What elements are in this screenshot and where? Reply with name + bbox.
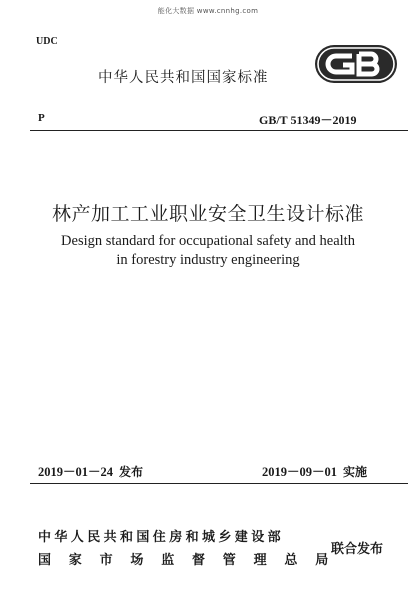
title-english (0, 232, 416, 270)
issuer-ministry: 中华人民共和国住房和城乡建设部 (38, 530, 285, 545)
bottom-divider (30, 483, 408, 484)
standard-type: 中华人民共和国国家标准 (98, 70, 269, 86)
standard-number: GB/T 51349－2019 (259, 113, 357, 127)
classification-label: P (38, 112, 45, 124)
watermark: 能化大数据 www.cnnhg.com (157, 7, 259, 15)
title-english-line-1: Design standard for occupational safety and health (61, 233, 355, 249)
implementation-label: 实施 (343, 465, 368, 479)
top-divider (30, 130, 408, 131)
udc-label: UDC (36, 36, 58, 47)
joint-release-label: 联合发布 (331, 542, 384, 557)
implementation-date-row (262, 462, 367, 480)
title-english-line-2: in forestry industry engineering (116, 252, 300, 268)
gb-logo-icon (314, 44, 398, 84)
title-chinese: 林产加工工业职业安全卫生设计标准 (51, 203, 364, 225)
issuer-administration: 国家市场监督管理总局 (38, 553, 347, 568)
implementation-date: 2019－09－01 (262, 465, 338, 479)
issue-date-row (38, 462, 143, 480)
issue-date: 2019－01－24 (38, 465, 114, 479)
issue-label: 发布 (119, 465, 144, 479)
